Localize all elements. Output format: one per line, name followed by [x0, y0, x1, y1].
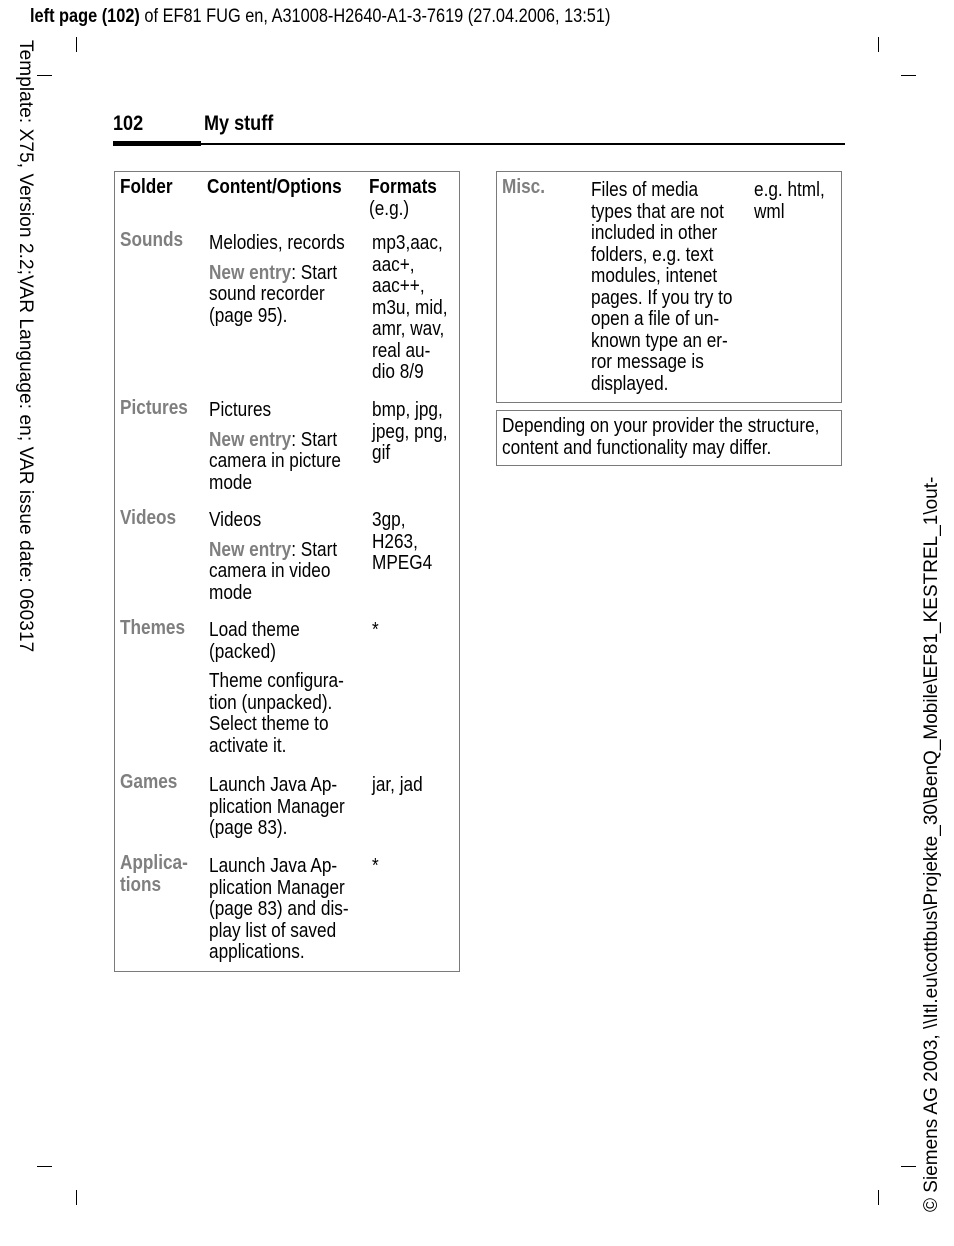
folder-videos: Videos — [120, 507, 177, 529]
crop-mark — [76, 1190, 77, 1205]
provider-note: Depending on your provider the structure, content and functionality may differ. — [502, 415, 820, 459]
col-header-folder: Folder — [120, 176, 173, 198]
copyright-text: © Siemens AG 2003, \\Itl.eu\cottbus\Projekte_30\BenQ_Mobile\EF81_KESTREL_1\out- — [921, 476, 942, 1212]
folder-misc: Misc. — [502, 176, 546, 198]
content-sounds: Melodies, records New entry: Start sound recorder (page 95). — [209, 232, 345, 327]
crop-mark — [878, 1190, 879, 1205]
content-misc: Files of media types that are not included in other folders, e.g. text modules, intenet pages. If you try to open a file of un- known type an er- ror message is displayed. — [591, 179, 733, 395]
folder-pictures: Pictures — [120, 397, 188, 419]
new-entry-label: New entry — [209, 538, 292, 561]
folder-games: Games — [120, 771, 178, 793]
formats-games: jar, jad — [372, 774, 423, 796]
crop-mark — [76, 37, 77, 52]
print-header-bold: left page (102) — [30, 6, 140, 27]
template-info: Template: X75, Version 2.2;VAR Language: en; VAR issue date: 060317 — [15, 40, 36, 653]
crop-mark — [901, 75, 916, 76]
copyright-path — [919, 476, 942, 1213]
col-header-content: Content/Options — [207, 176, 342, 198]
content-games: Launch Java Ap- plication Manager (page 83). — [209, 774, 345, 839]
header-rule-accent — [113, 141, 201, 146]
folder-applications: Applica- tions — [120, 852, 188, 896]
formats-themes: * — [372, 619, 379, 641]
folder-themes: Themes — [120, 617, 186, 639]
new-entry-label: New entry — [209, 428, 292, 451]
crop-mark — [901, 1166, 916, 1167]
crop-mark — [37, 75, 52, 76]
content-themes: Load theme (packed) Theme configura- tion (unpacked). Select theme to activate it. — [209, 619, 344, 757]
formats-misc: e.g. html, wml — [754, 179, 825, 223]
formats-applications: * — [372, 855, 379, 877]
crop-mark — [37, 1166, 52, 1167]
content-videos: Videos New entry: Start camera in video mode — [209, 509, 338, 604]
content-pictures: Pictures New entry: Start camera in picture mode — [209, 399, 341, 494]
crop-mark — [878, 37, 879, 52]
header-rule — [113, 143, 845, 145]
content-applications: Launch Java Ap- plication Manager (page 83) and dis- play list of saved applications. — [209, 855, 349, 963]
formats-videos: 3gp, H263, MPEG4 — [372, 509, 433, 574]
new-entry-label: New entry — [209, 261, 292, 284]
print-header — [30, 6, 705, 28]
col-header-formats: Formats (e.g.) — [369, 176, 437, 220]
folder-sounds: Sounds — [120, 229, 184, 251]
print-header-rest: of EF81 FUG en, A31008-H2640-A1-3-7619 (27.04.2006, 13:51) — [139, 6, 611, 27]
formats-pictures: bmp, jpg, jpeg, png, gif — [372, 399, 448, 464]
page-number: 102 — [113, 112, 144, 135]
section-title: My stuff — [204, 112, 274, 135]
formats-sounds: mp3,aac, aac+, aac++, m3u, mid, amr, wav, real au- dio 8/9 — [372, 232, 448, 383]
